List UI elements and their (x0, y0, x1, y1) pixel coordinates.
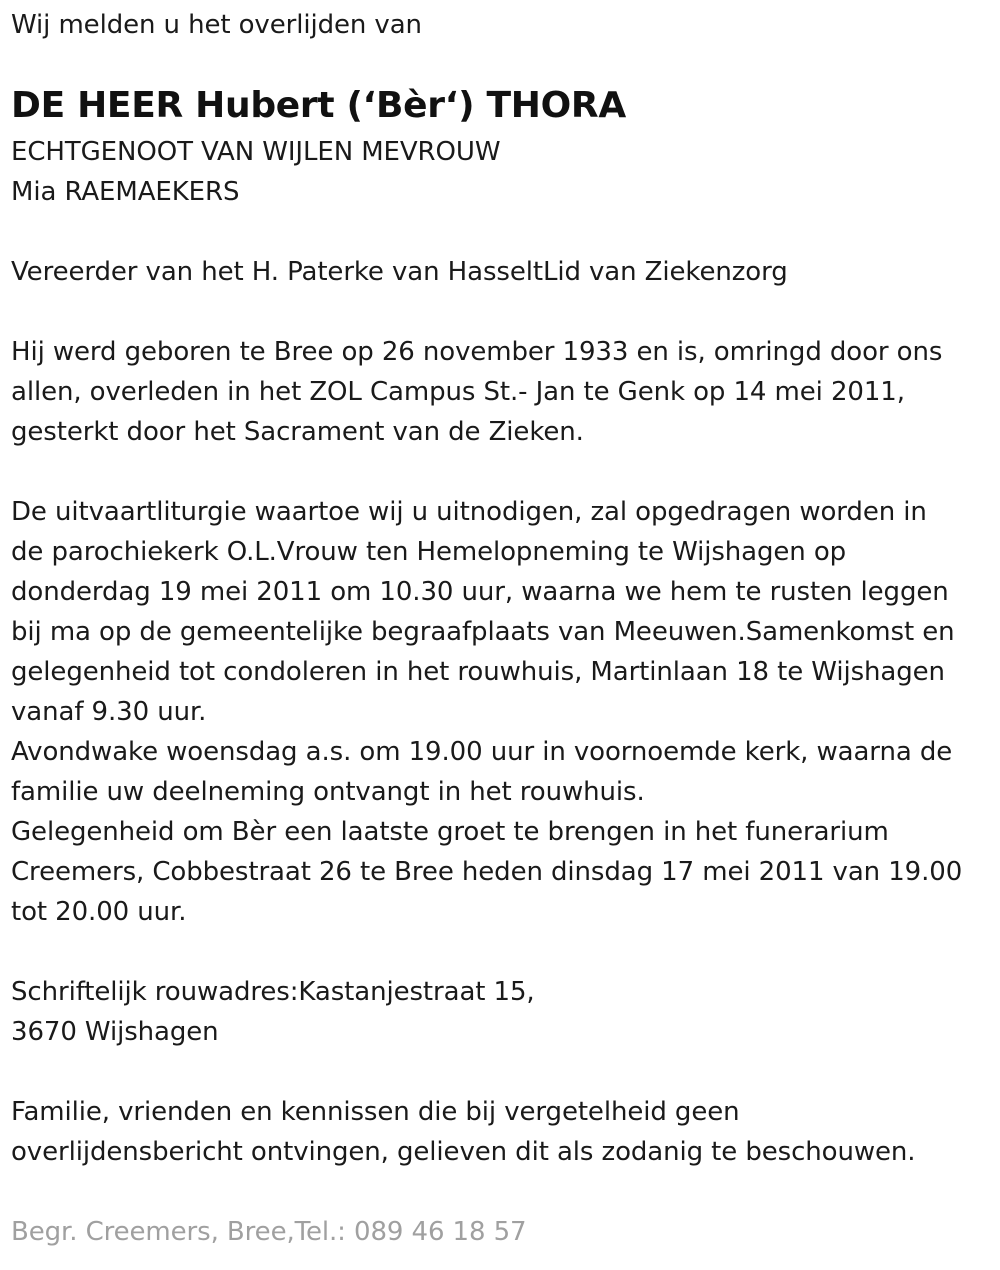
paragraph-line: Avondwake woensdag a.s. om 19.00 uur in voornoemde kerk, waarna de (11, 737, 953, 767)
paragraph-line: gesterkt door het Sacrament van de Zieken. (11, 417, 584, 447)
spouse-line: ECHTGENOOT VAN WIJLEN MEVROUW (11, 137, 501, 167)
obituary-notice (11, 6, 991, 1252)
address-block (11, 972, 991, 1052)
paragraph-line: tot 20.00 uur. (11, 897, 187, 927)
spacer (11, 452, 991, 492)
notice-paragraph (11, 1092, 991, 1172)
paragraph-line: familie uw deelneming ontvangt in het rouwhuis. (11, 777, 645, 807)
undertaker-footer: Begr. Creemers, Bree,Tel.: 089 46 18 57 (11, 1217, 527, 1247)
spacer (11, 932, 991, 972)
spacer (11, 292, 991, 332)
paragraph-line: bij ma op de gemeentelijke begraafplaats van Meeuwen.Samenkomst en (11, 617, 955, 647)
paragraph-line: vanaf 9.30 uur. (11, 697, 207, 727)
paragraph-line: Familie, vrienden en kennissen die bij vergetelheid geen (11, 1097, 740, 1127)
deceased-name: DE HEER Hubert (‘Bèr‘) THORA (11, 85, 626, 126)
spacer (11, 1172, 991, 1212)
paragraph-line: allen, overleden in het ZOL Campus St.- Jan te Genk op 14 mei 2011, (11, 377, 905, 407)
paragraph-line: donderdag 19 mei 2011 om 10.30 uur, waarna we hem te rusten leggen (11, 577, 949, 607)
membership-line: Vereerder van het H. Paterke van HasseltLid van Ziekenzorg (11, 257, 788, 287)
paragraph-line: overlijdensbericht ontvingen, gelieven dit als zodanig te beschouwen. (11, 1137, 916, 1167)
paragraph-line: de parochiekerk O.L.Vrouw ten Hemelopneming te Wijshagen op (11, 537, 847, 567)
address-line: 3670 Wijshagen (11, 1017, 219, 1047)
spouse-line: Mia RAEMAEKERS (11, 177, 240, 207)
intro-text: Wij melden u het overlijden van (11, 10, 422, 40)
spacer (11, 212, 991, 252)
memberships-block (11, 252, 991, 292)
paragraph-line: De uitvaartliturgie waartoe wij u uitnodigen, zal opgedragen worden in (11, 497, 927, 527)
spacer (11, 1052, 991, 1092)
address-line: Schriftelijk rouwadres:Kastanjestraat 15, (11, 977, 535, 1007)
paragraph-line: gelegenheid tot condoleren in het rouwhuis, Martinlaan 18 te Wijshagen (11, 657, 945, 687)
spouse-block (11, 132, 991, 212)
funeral-paragraph (11, 492, 991, 932)
paragraph-line: Hij werd geboren te Bree op 26 november 1933 en is, omringd door ons (11, 337, 943, 367)
birth-death-paragraph (11, 332, 991, 452)
paragraph-line: Gelegenheid om Bèr een laatste groet te brengen in het funerarium (11, 817, 889, 847)
paragraph-line: Creemers, Cobbestraat 26 te Bree heden dinsdag 17 mei 2011 van 19.00 (11, 857, 963, 887)
